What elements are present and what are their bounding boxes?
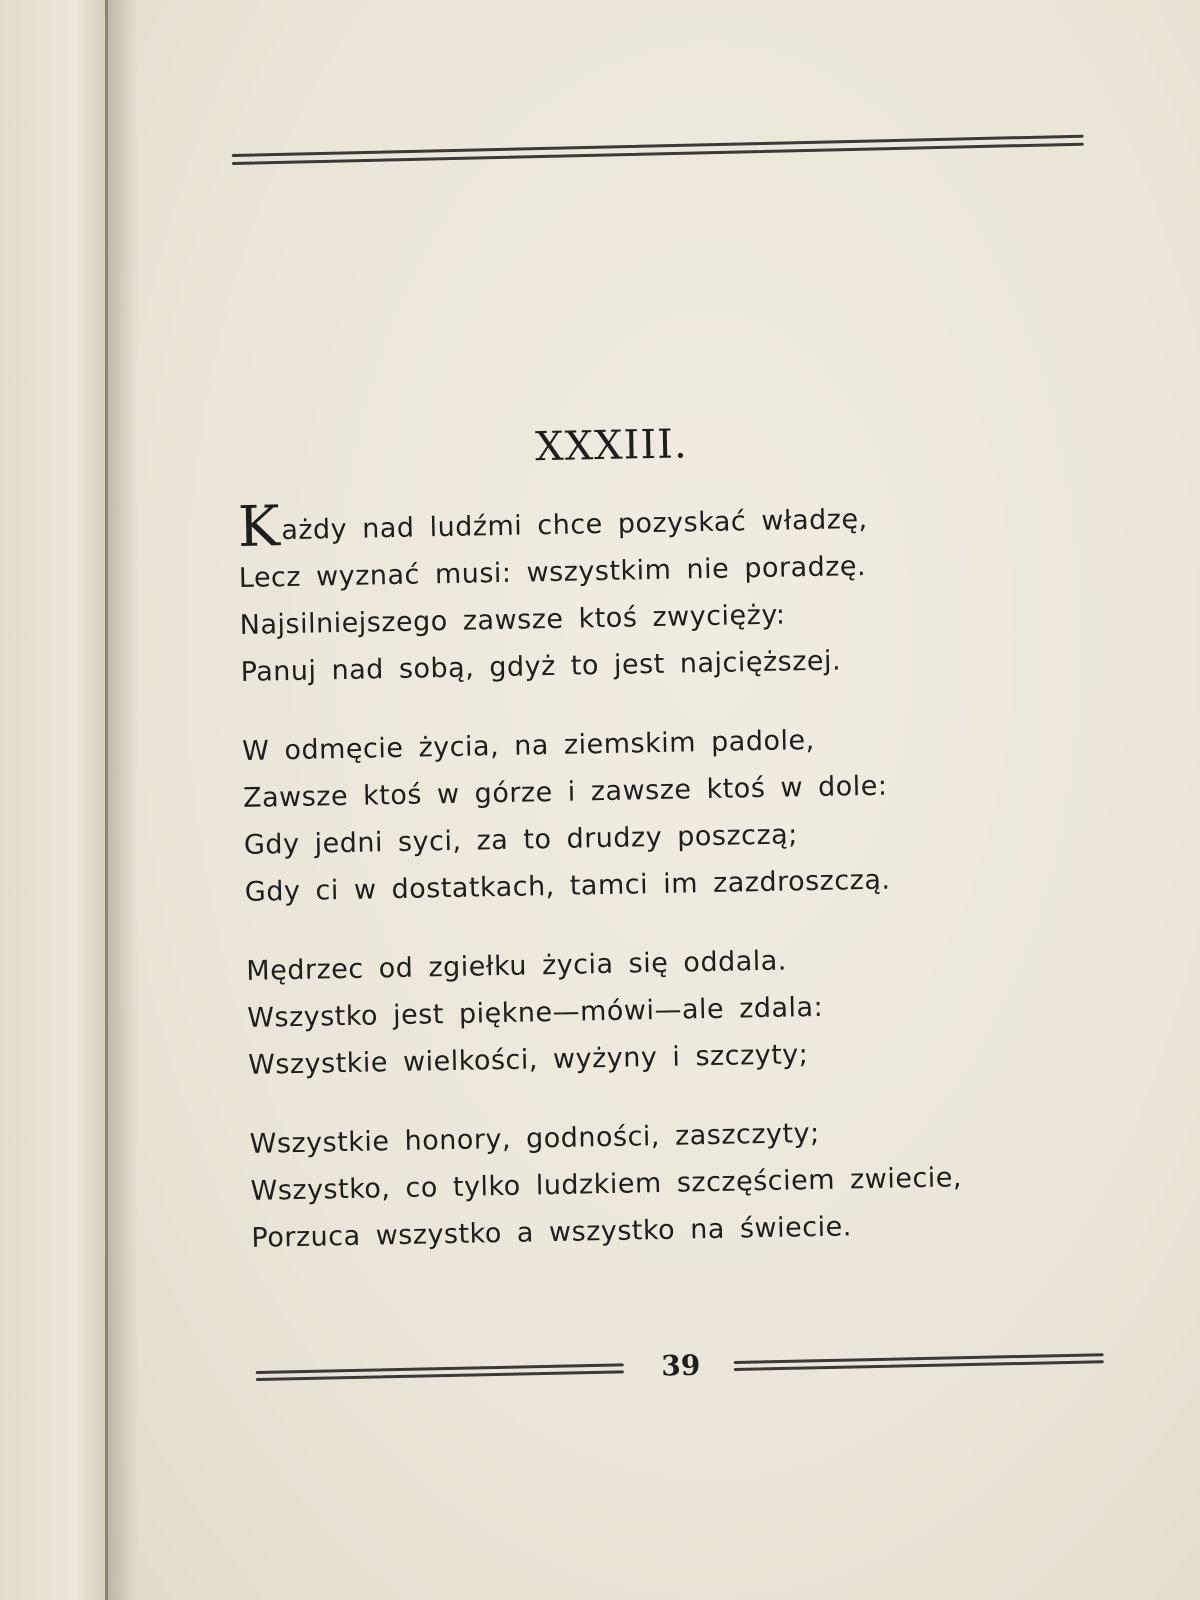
footer-rule-left (256, 1362, 624, 1384)
footer-rule-right (734, 1352, 1104, 1374)
verse-line: Porzuca wszystko a wszystko na świecie. (251, 1211, 853, 1254)
page-number: 39 (660, 1348, 701, 1383)
verse-line: Wszystkie honory, godności, zaszczyty; (249, 1117, 820, 1160)
verse-line: Wszystkie wielkości, wyżyny i szczyty; (247, 1039, 809, 1081)
verse-text: ażdy nad ludźmi chce pozyskać władzę, (280, 503, 868, 547)
stanza-1 (237, 491, 1100, 695)
verse-line: Zawsze ktoś w górze i zawsze ktoś w dole: (242, 770, 888, 814)
gutter-shadow (108, 0, 138, 1600)
verse-line: Gdy jedni syci, za to drudzy poszczą; (243, 819, 799, 861)
poem-title: XXXIII. (534, 421, 689, 471)
verse-line: Wszystko jest piękne—mówi—ale zdala: (247, 991, 824, 1034)
drop-cap: K (237, 494, 281, 560)
verse-line: Panuj nad sobą, gdyż to jest najcięższej. (240, 645, 842, 688)
verse-line: Mędrzec od zgiełku życia się oddala. (246, 945, 788, 987)
stanza-2 (242, 711, 1105, 915)
stanza-4 (249, 1104, 1112, 1261)
verse-line: Wszystko, co tylko ludzkiem szczęściem zwiecie, (250, 1162, 963, 1207)
poem (236, 413, 1112, 1293)
stanza-3 (246, 931, 1109, 1088)
verse-line: Gdy ci w dostatkach, tamci im zazdroszczą. (244, 864, 891, 908)
verse-line: Lecz wyznać musi: wszystkim nie poradzę. (238, 550, 867, 594)
verse-line: Najsilniejszego zawsze ktoś zwycięży: (239, 599, 786, 641)
verse-line: W odmęcie życia, na ziemskim padole, (241, 724, 815, 767)
left-page-edge (0, 0, 108, 1600)
